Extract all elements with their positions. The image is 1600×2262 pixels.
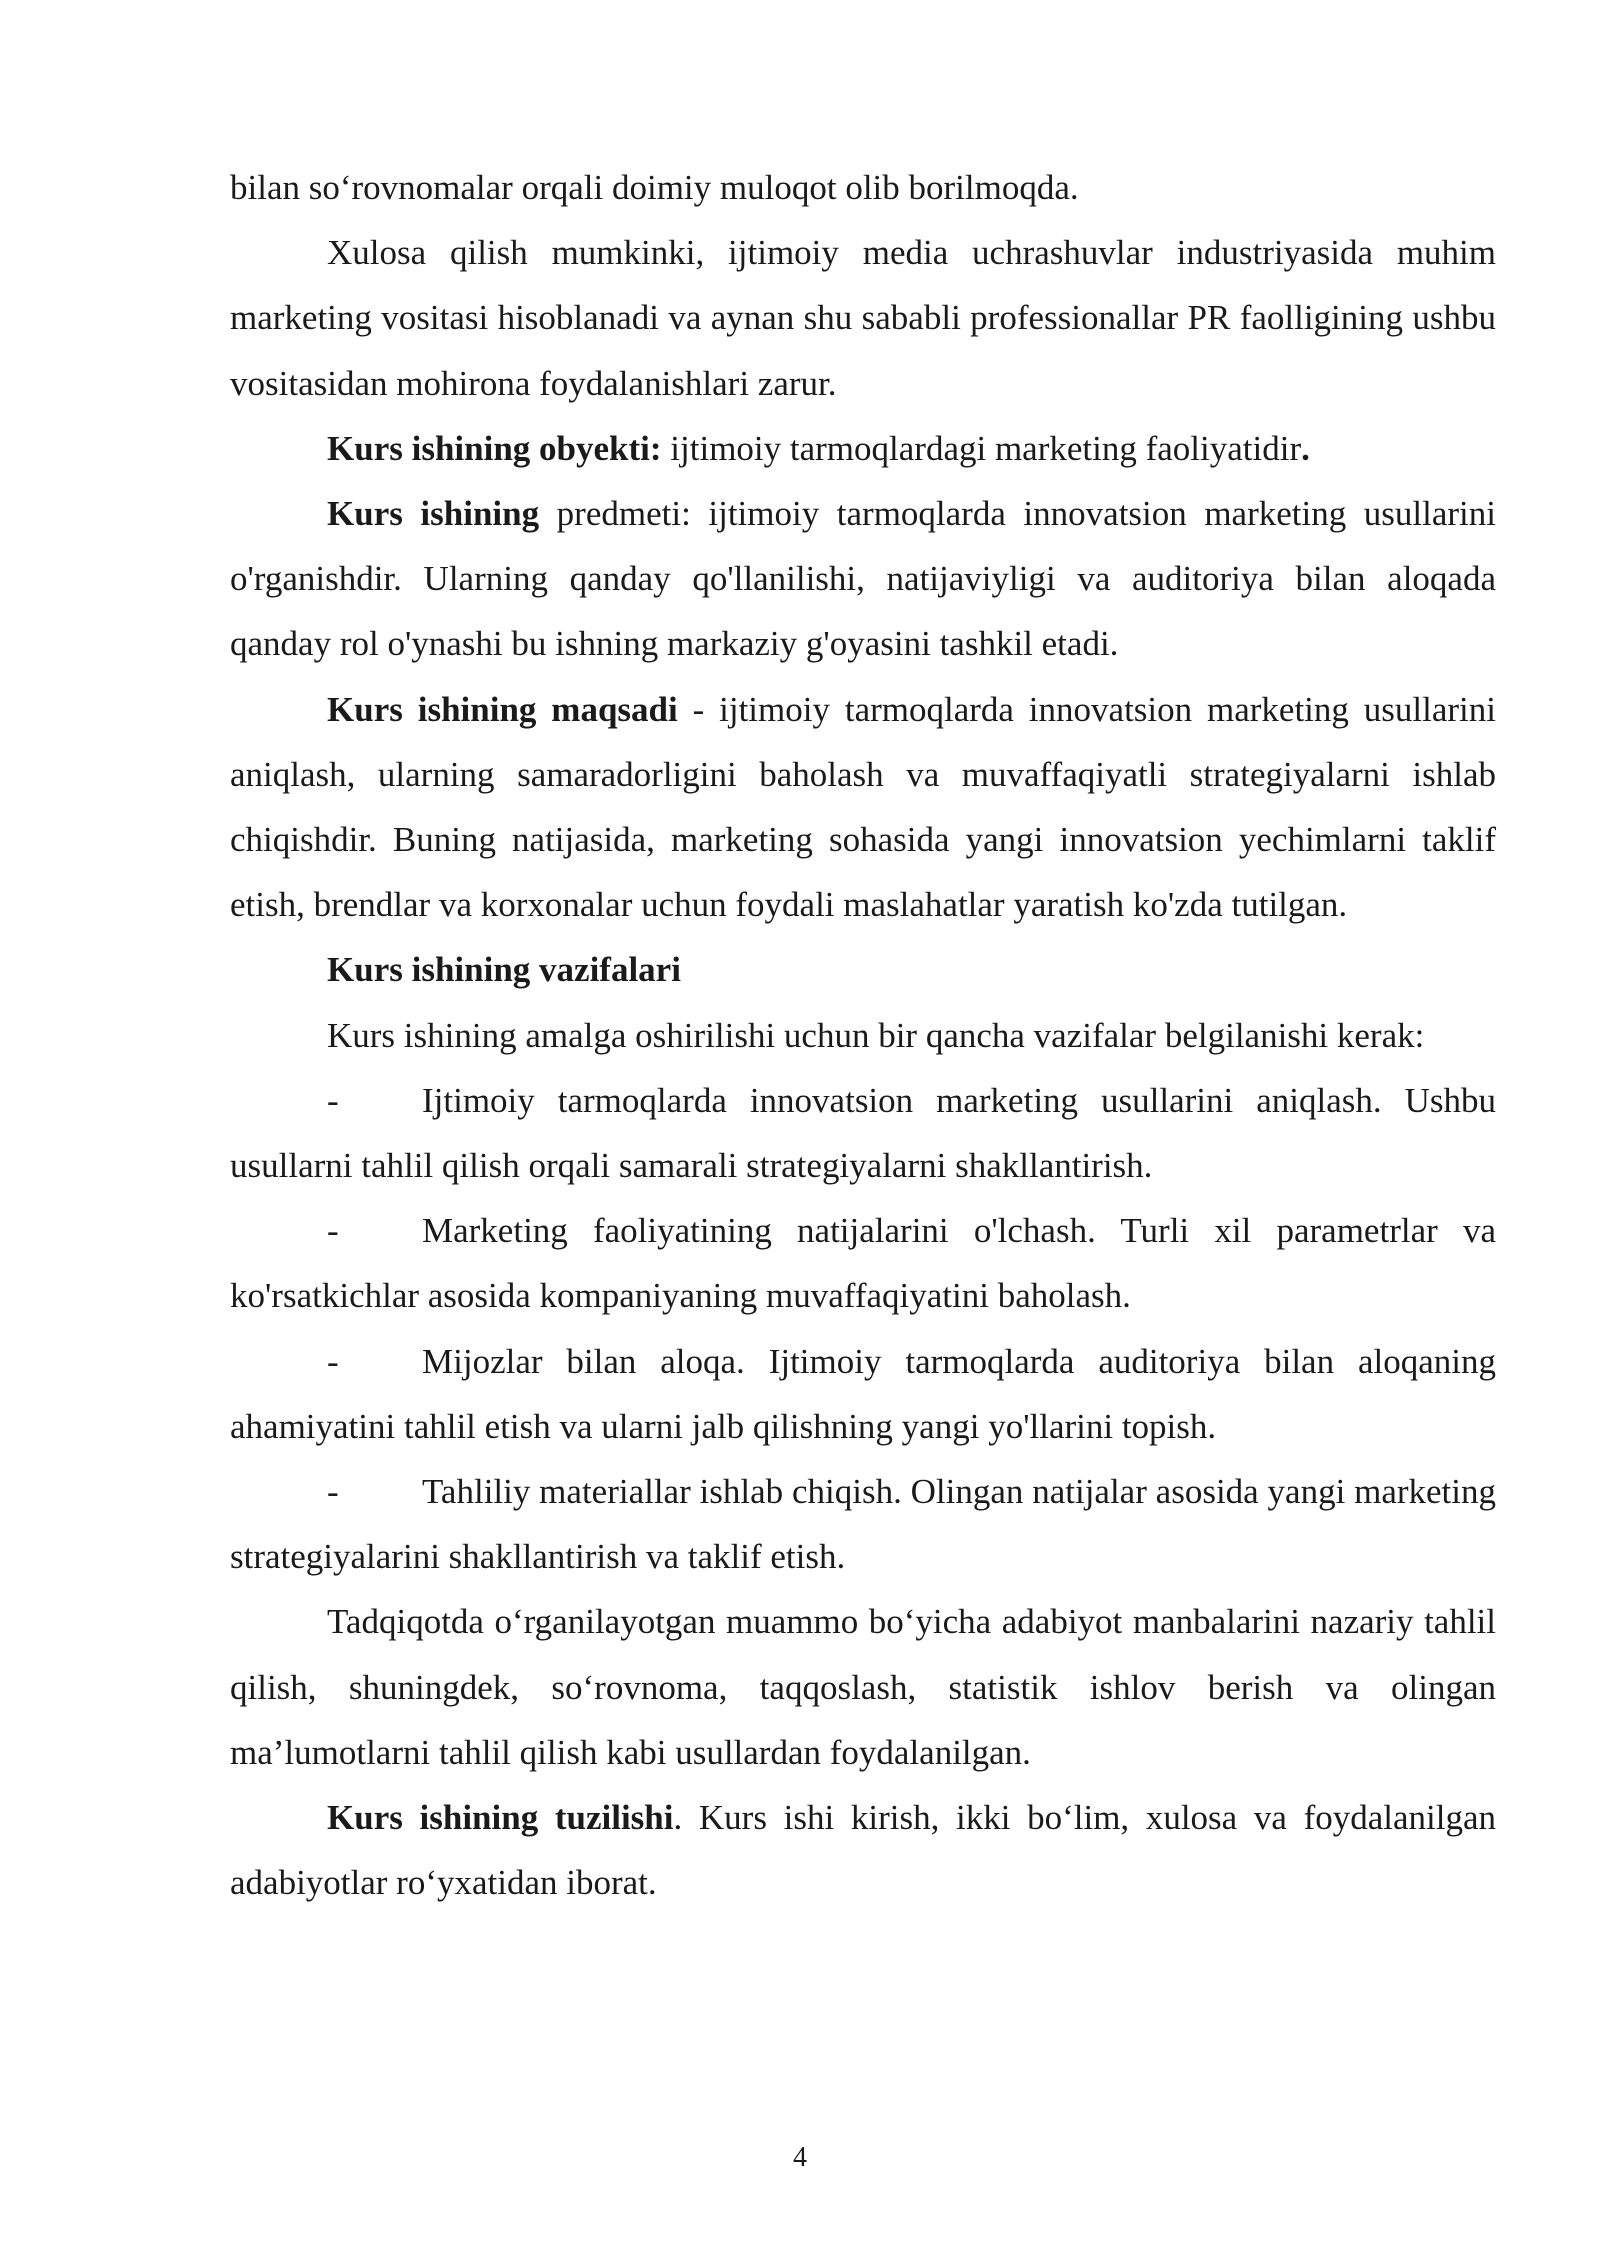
list-item (230, 1198, 1496, 1328)
paragraph-structure (230, 1785, 1496, 1915)
list-dash: - (327, 1341, 339, 1381)
list-item-text: Ijtimoiy tarmoqlarda innovatsion marketing usullarini aniqlash. Ushbu usullarni tahlil qilish orqali samarali strategiyalarni shakllantirish. (230, 1080, 1496, 1186)
page-number: 4 (793, 2142, 807, 2173)
paragraph-goal (230, 677, 1496, 938)
subject-text: predmeti: ijtimoiy tarmoqlarda innovatsion marketing usullarini o'rganishdir. Ularning qanday qo'llanilishi, natijaviyligi va auditoriya bilan aloqada qanday rol o'ynashi bu ishning markaziy g'oyasini tashkil etadi. (230, 494, 1496, 664)
tasks-heading: Kurs ishining vazifalari (327, 950, 681, 990)
object-text: ijtimoiy tarmoqlardagi marketing faoliyatidir (661, 428, 1302, 468)
goal-label: Kurs ishining maqsadi (327, 689, 678, 729)
tasks-intro: Kurs ishining amalga oshirilishi uchun bir qancha vazifalar belgilanishi kerak: (327, 1015, 1425, 1055)
structure-text: . Kurs ishi kirish, ikki bo‘lim, xulosa va foydalanilgan adabiyotlar ro‘yxatidan iborat. (230, 1798, 1497, 1903)
goal-text: - ijtimoiy tarmoqlarda innovatsion marketing usullarini aniqlash, ularning samaradorligini baholash va muvaffaqiyatli strategiyalarni ishlab chiqishdir. Buning natijasida, marketing sohasida yangi innovatsion yechimlarni taklif etish, brendlar va korxonalar uchun foydali maslahatlar yaratish ko'zda tutilgan. (230, 689, 1496, 925)
structure-label: Kurs ishining tuzilishi (327, 1798, 674, 1838)
list-dash: - (327, 1080, 339, 1120)
body-text (230, 155, 1496, 1915)
subject-label: Kurs ishining (327, 494, 540, 534)
paragraph-subject (230, 481, 1496, 677)
paragraph-conclusion: Xulosa qilish mumkinki, ijtimoiy media uchrashuvlar industriyasida muhim marketing vositasi hisoblanadi va aynan shu sababli professionallar PR faolligining ushbu vositasidan mohirona foydalanishlari zarur. (230, 233, 1496, 403)
paragraph-methods: Tadqiqotda o‘rganilayotgan muammo bo‘yicha adabiyot manbalarini nazariy tahlil qilish, shuningdek, so‘rovnoma, taqqoslash, statistik ishlov berish va olingan ma’lumotlarni tahlil qilish kabi usullardan foydalanilgan. (230, 1602, 1496, 1772)
paragraph-object (230, 416, 1496, 481)
list-dash: - (327, 1211, 339, 1251)
object-end: . (1301, 428, 1310, 468)
list-item (230, 1329, 1496, 1459)
paragraph-continuation: bilan so‘rovnomalar orqali doimiy muloqot olib borilmoqda. (230, 168, 1079, 207)
list-item (230, 1459, 1496, 1589)
list-item-text: Tahliliy materiallar ishlab chiqish. Olingan natijalar asosida yangi marketing strategiyalarini shakllantirish va taklif etish. (230, 1472, 1496, 1577)
list-dash: - (327, 1472, 339, 1512)
list-item-text: Mijozlar bilan aloqa. Ijtimoiy tarmoqlarda auditoriya bilan aloqaning ahamiyatini tahlil etish va ularni jalb qilishning yangi yo'llarini topish. (230, 1341, 1496, 1446)
list-item (230, 1068, 1496, 1198)
object-label: Kurs ishining obyekti: (327, 428, 662, 468)
list-item-text: Marketing faoliyatining natijalarini o'lchash. Turli xil parametrlar va ko'rsatkichlar asosida kompaniyaning muvaffaqiyatini baholash. (230, 1211, 1496, 1316)
